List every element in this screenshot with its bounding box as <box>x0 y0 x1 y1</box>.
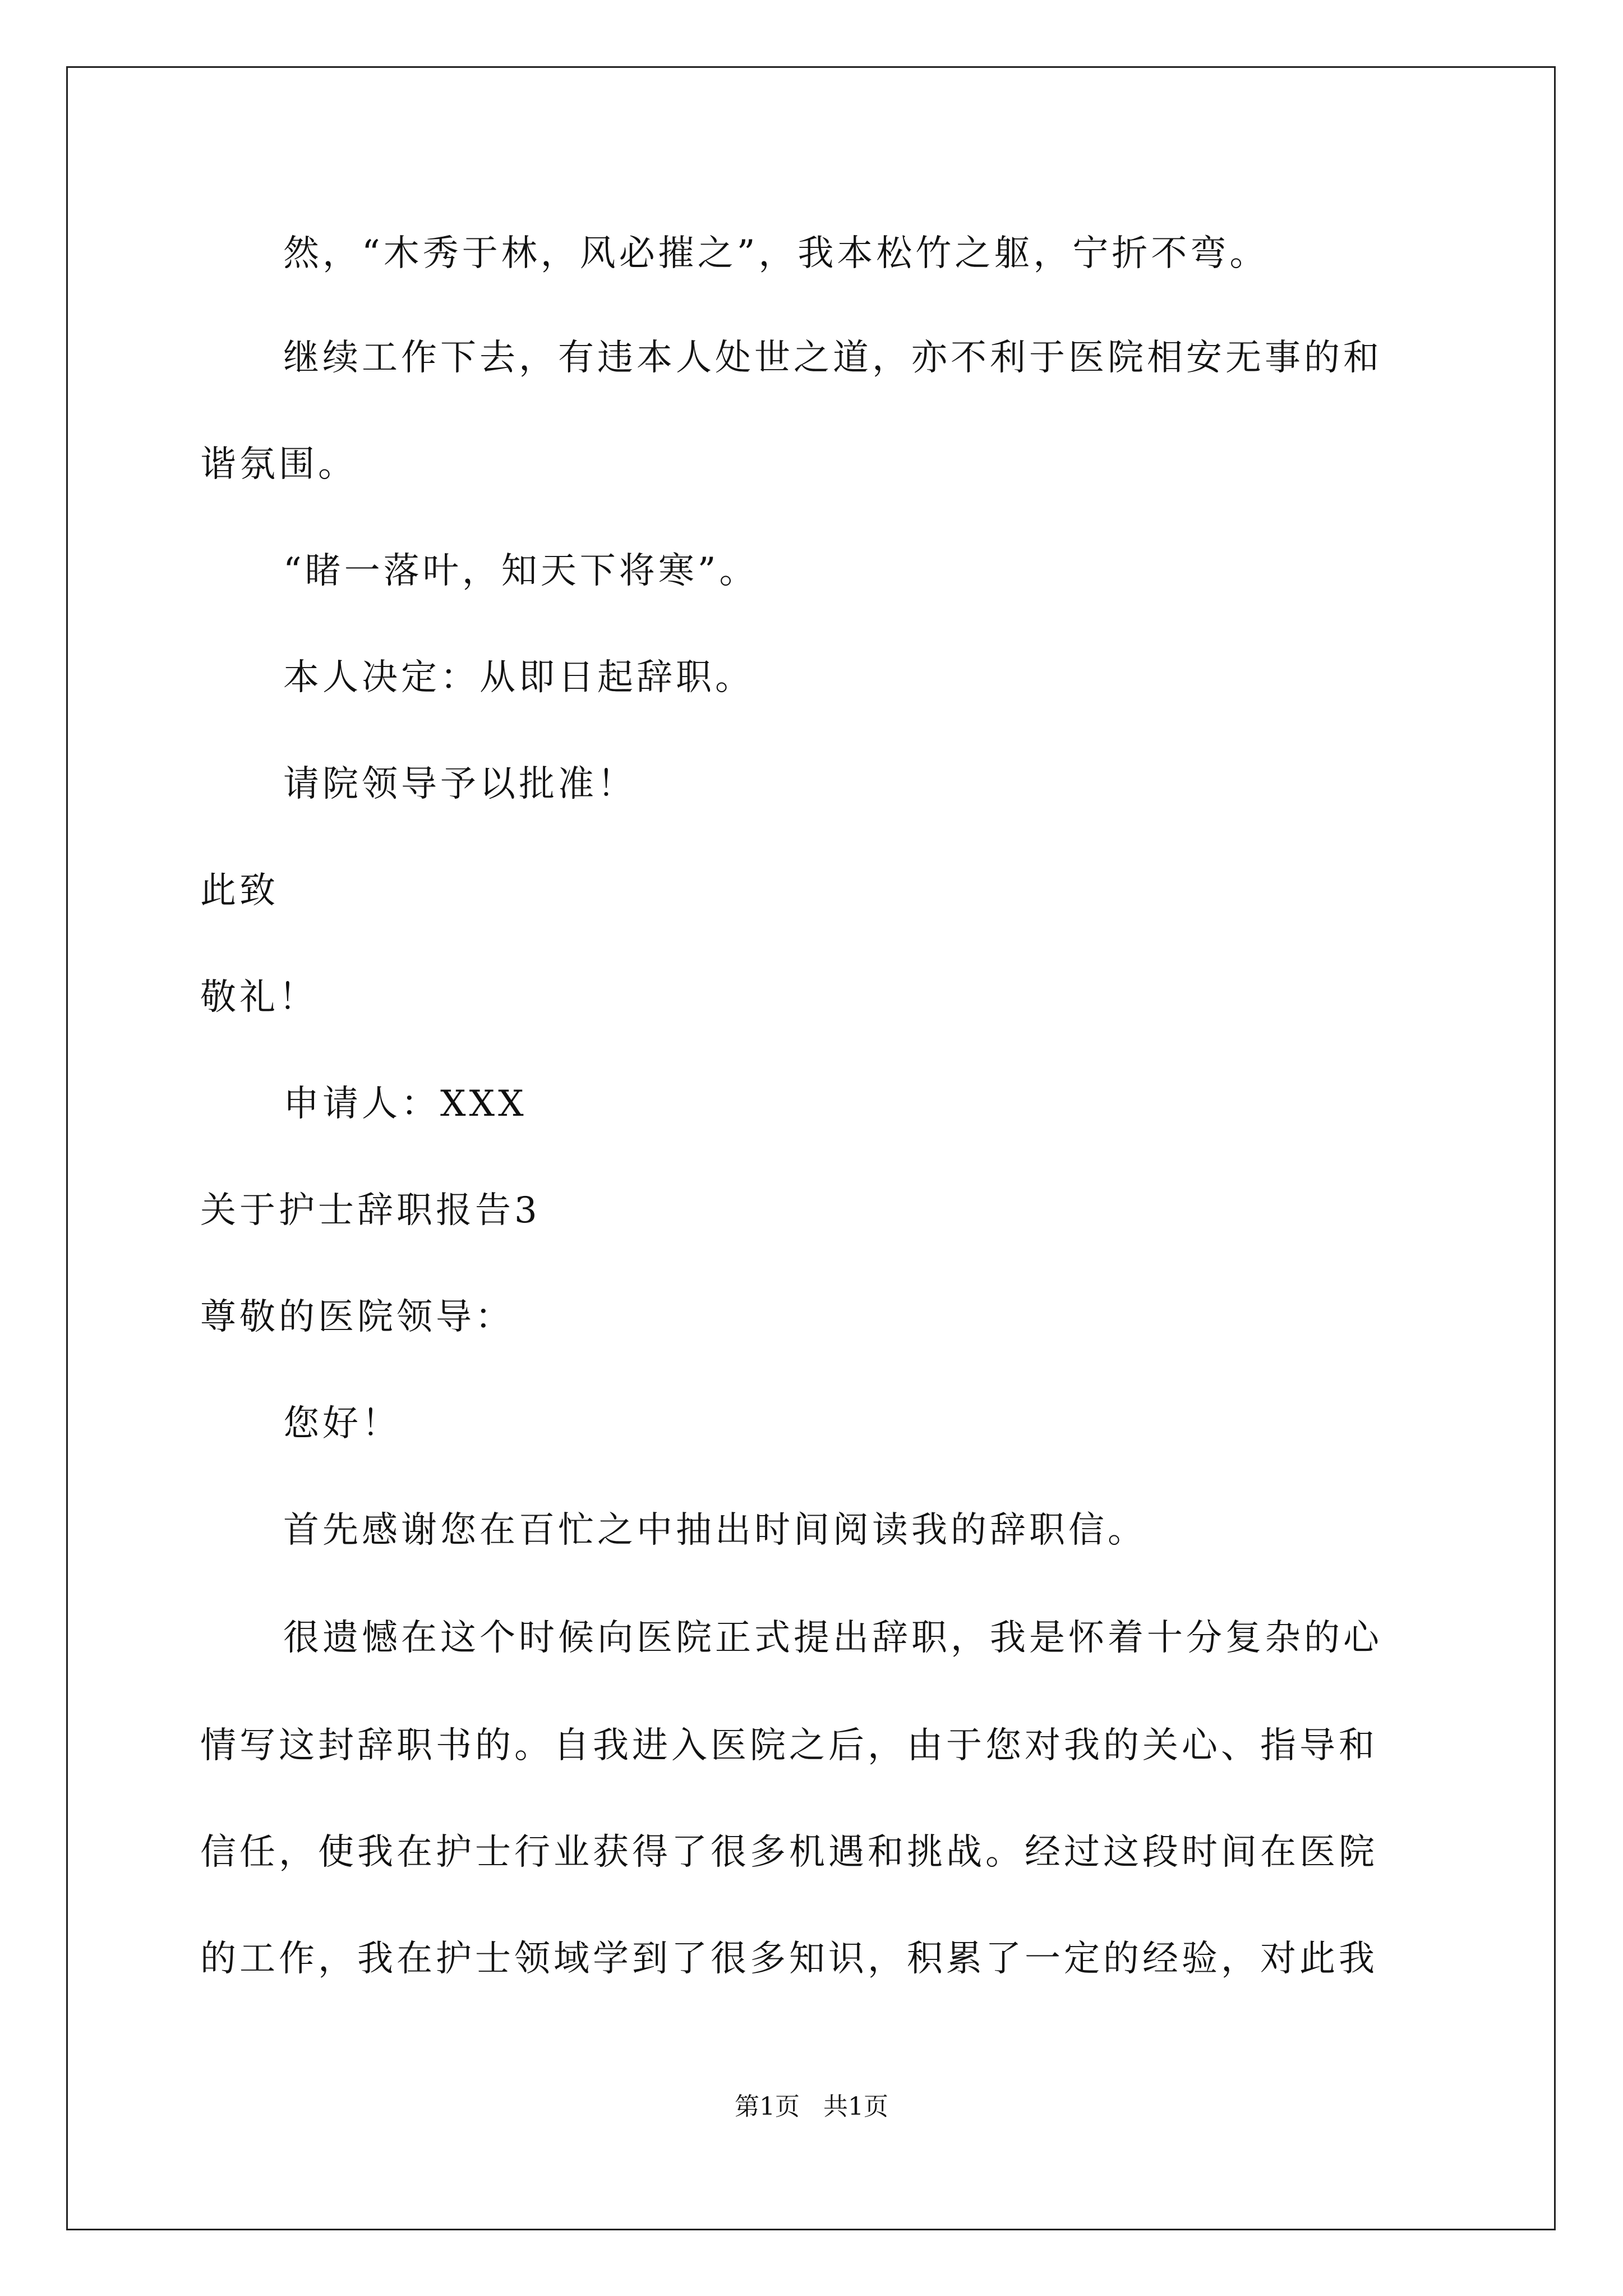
closing-salutation: 此致 <box>200 870 279 912</box>
paragraph-line: 信任，使我在护士行业获得了很多机遇和挑战。经过这段时间在医院 <box>200 1832 1378 1873</box>
paragraph-line: 谐氛围。 <box>200 444 357 485</box>
closing-regards: 敬礼！ <box>200 977 318 1018</box>
paragraph-line: 情写这封辞职书的。自我进入医院之后，由于您对我的关心、指导和 <box>200 1725 1378 1766</box>
paragraph-line: 然，“木秀于林，风必摧之”，我本松竹之躯，宁折不弯。 <box>283 233 1269 274</box>
paragraph-line: 的工作，我在护士领域学到了很多知识，积累了一定的经验，对此我 <box>200 1938 1378 1980</box>
greeting: 您好！ <box>283 1403 401 1444</box>
paragraph-line: 本人决定：从即日起辞职。 <box>283 657 754 698</box>
paragraph-line: 很遗憾在这个时候向医院正式提出辞职，我是怀着十分复杂的心 <box>283 1617 1382 1659</box>
signature-line: 申请人：XXX <box>283 1083 527 1125</box>
page-footer: 第1页 共1页 <box>735 2092 888 2121</box>
paragraph-line: 继续工作下去，有违本人处世之道，亦不利于医院相安无事的和 <box>283 337 1382 379</box>
paragraph-line: “睹一落叶，知天下将寒”。 <box>283 550 759 592</box>
paragraph-line: 请院领导予以批准！ <box>283 763 637 805</box>
paragraph-line: 首先感谢您在百忙之中抽出时间阅读我的辞职信。 <box>283 1510 1147 1551</box>
page-border <box>66 66 1556 2230</box>
section-title: 关于护士辞职报告3 <box>200 1190 541 1231</box>
greeting-recipient: 尊敬的医院领导： <box>200 1296 514 1338</box>
